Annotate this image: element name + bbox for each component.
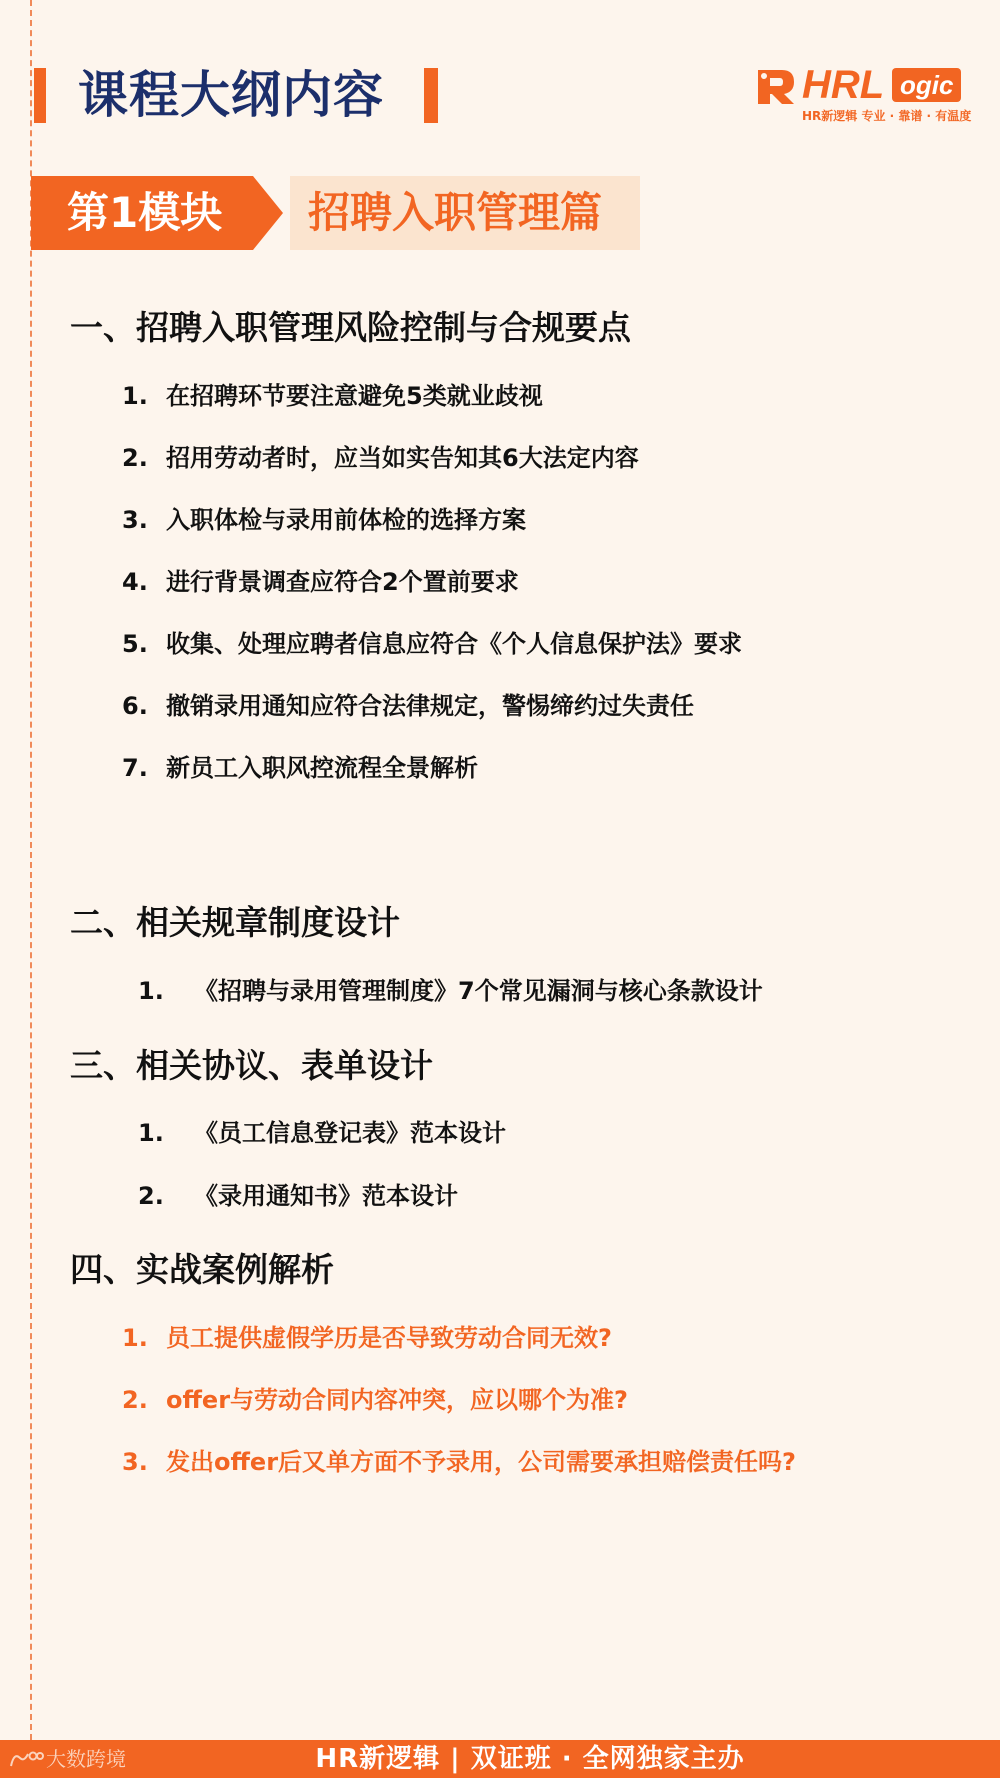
logo-ogic-text: ogic: [892, 68, 961, 102]
watermark-text: 大数跨境: [46, 1747, 126, 1771]
list-item-text: offer与劳动合同内容冲突，应以哪个为准?: [166, 1386, 628, 1414]
list-item: [122, 378, 543, 414]
list-item-number: 7.: [122, 754, 148, 782]
list-item-number: 1.: [122, 382, 148, 410]
list-item-text: 撤销录用通知应符合法律规定，警惕缔约过失责任: [166, 692, 694, 720]
list-item-text: 收集、处理应聘者信息应符合《个人信息保护法》要求: [166, 630, 742, 658]
dashed-margin-line: [30, 0, 32, 1740]
footer-text: HR新逻辑 | 双证班 · 全网独家主办: [315, 1744, 745, 1774]
list-item-number: 1.: [138, 977, 164, 1005]
list-item: [122, 626, 742, 662]
module-badge: [31, 176, 283, 250]
list-item-text: 员工提供虚假学历是否导致劳动合同无效?: [166, 1324, 612, 1352]
list-item-number: 4.: [122, 568, 148, 596]
list-item-number: 1.: [122, 1324, 148, 1352]
list-item-number: 1.: [138, 1119, 164, 1147]
list-item-number: 6.: [122, 692, 148, 720]
list-item: [122, 1444, 796, 1480]
list-item: [122, 502, 526, 538]
list-item-text: 《录用通知书》范本设计: [194, 1182, 458, 1210]
hr-logo-icon: [752, 66, 800, 106]
module-badge-label: 第1模块: [67, 188, 223, 237]
title-accent-bar-left: [34, 68, 46, 123]
section-heading-1: 一、招聘入职管理风险控制与合规要点: [70, 308, 631, 347]
list-item-text: 招用劳动者时，应当如实告知其6大法定内容: [166, 444, 639, 472]
page-title: 课程大纲内容: [78, 66, 384, 124]
hrlogic-logo: [752, 62, 972, 124]
list-item: [122, 1320, 612, 1356]
list-item: [122, 440, 639, 476]
list-item: [138, 1115, 506, 1151]
section-heading-3: 三、相关协议、表单设计: [70, 1046, 433, 1085]
list-item: [122, 1382, 628, 1418]
list-item-number: 5.: [122, 630, 148, 658]
list-item: [122, 750, 478, 786]
list-item-number: 2.: [122, 1386, 148, 1414]
list-item-number: 3.: [122, 506, 148, 534]
section-heading-4: 四、实战案例解析: [70, 1250, 334, 1289]
list-item: [122, 688, 694, 724]
list-item: [122, 564, 519, 600]
module-name: 招聘入职管理篇: [290, 176, 640, 250]
list-item-text: 进行背景调查应符合2个置前要求: [166, 568, 519, 596]
logo-subtitle: HR新逻辑 专业 · 靠谱 · 有温度: [802, 109, 972, 123]
list-item: [138, 1178, 458, 1214]
footer-bar: [0, 1740, 1000, 1778]
list-item-text: 新员工入职风控流程全景解析: [166, 754, 478, 782]
list-item-number: 2.: [138, 1182, 164, 1210]
title-accent-bar-right: [424, 68, 438, 123]
list-item-number: 3.: [122, 1448, 148, 1476]
list-item: [138, 973, 763, 1009]
section-heading-2: 二、相关规章制度设计: [70, 903, 400, 942]
list-item-text: 在招聘环节要注意避免5类就业歧视: [166, 382, 543, 410]
list-item-number: 2.: [122, 444, 148, 472]
list-item-text: 发出offer后又单方面不予录用，公司需要承担赔偿责任吗?: [166, 1448, 796, 1476]
logo-hrl-text: HRL: [802, 63, 885, 107]
list-item-text: 《招聘与录用管理制度》7个常见漏洞与核心条款设计: [194, 977, 763, 1005]
list-item-text: 入职体检与录用前体检的选择方案: [166, 506, 526, 534]
list-item-text: 《员工信息登记表》范本设计: [194, 1119, 506, 1147]
